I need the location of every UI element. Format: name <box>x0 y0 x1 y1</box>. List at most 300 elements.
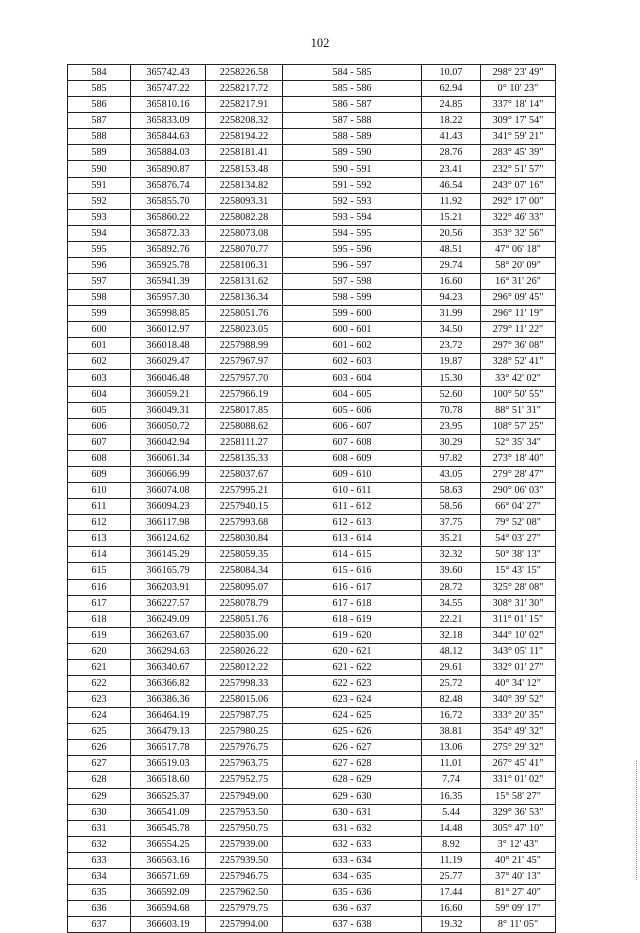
length-cell: 35.21 <box>422 531 481 547</box>
point-number-cell: 624 <box>68 708 131 724</box>
length-cell: 48.12 <box>422 643 481 659</box>
point-number-cell: 626 <box>68 740 131 756</box>
y-coordinate-cell: 2258217.72 <box>206 81 283 97</box>
x-coordinate-cell: 365876.74 <box>131 177 206 193</box>
length-cell: 82.48 <box>422 692 481 708</box>
segment-cell: 585 - 586 <box>283 81 422 97</box>
length-cell: 62.94 <box>422 81 481 97</box>
table-row <box>68 901 556 917</box>
bearing-cell: 296° 09' 45" <box>481 290 556 306</box>
y-coordinate-cell: 2258051.76 <box>206 306 283 322</box>
point-number-cell: 608 <box>68 450 131 466</box>
bearing-cell: 108° 57' 25" <box>481 418 556 434</box>
segment-cell: 607 - 608 <box>283 434 422 450</box>
point-number-cell: 595 <box>68 241 131 257</box>
x-coordinate-cell: 365860.22 <box>131 209 206 225</box>
x-coordinate-cell: 365890.87 <box>131 161 206 177</box>
point-number-cell: 599 <box>68 306 131 322</box>
bearing-cell: 47° 06' 18" <box>481 241 556 257</box>
length-cell: 23.41 <box>422 161 481 177</box>
segment-cell: 602 - 603 <box>283 354 422 370</box>
y-coordinate-cell: 2258095.07 <box>206 579 283 595</box>
x-coordinate-cell: 366249.09 <box>131 611 206 627</box>
segment-cell: 601 - 602 <box>283 338 422 354</box>
point-number-cell: 629 <box>68 788 131 804</box>
coordinates-table-body <box>68 65 556 933</box>
table-row <box>68 547 556 563</box>
point-number-cell: 633 <box>68 852 131 868</box>
segment-cell: 613 - 614 <box>283 531 422 547</box>
length-cell: 25.72 <box>422 675 481 691</box>
point-number-cell: 591 <box>68 177 131 193</box>
table-row <box>68 708 556 724</box>
table-row <box>68 177 556 193</box>
bearing-cell: 79° 52' 08" <box>481 515 556 531</box>
point-number-cell: 610 <box>68 483 131 499</box>
table-row <box>68 611 556 627</box>
y-coordinate-cell: 2258131.62 <box>206 274 283 290</box>
y-coordinate-cell: 2257993.68 <box>206 515 283 531</box>
x-coordinate-cell: 366050.72 <box>131 418 206 434</box>
point-number-cell: 614 <box>68 547 131 563</box>
x-coordinate-cell: 366603.19 <box>131 917 206 933</box>
table-row <box>68 499 556 515</box>
bearing-cell: 333° 20' 35" <box>481 708 556 724</box>
bearing-cell: 309° 17' 54" <box>481 113 556 129</box>
bearing-cell: 331° 01' 02" <box>481 772 556 788</box>
bearing-cell: 66° 04' 27" <box>481 499 556 515</box>
y-coordinate-cell: 2258082.28 <box>206 209 283 225</box>
segment-cell: 605 - 606 <box>283 402 422 418</box>
x-coordinate-cell: 365998.85 <box>131 306 206 322</box>
table-row <box>68 65 556 81</box>
bearing-cell: 328° 52' 41" <box>481 354 556 370</box>
y-coordinate-cell: 2258078.79 <box>206 595 283 611</box>
x-coordinate-cell: 366227.57 <box>131 595 206 611</box>
length-cell: 32.18 <box>422 627 481 643</box>
length-cell: 29.61 <box>422 659 481 675</box>
table-row <box>68 241 556 257</box>
length-cell: 34.55 <box>422 595 481 611</box>
point-number-cell: 587 <box>68 113 131 129</box>
page-number: 102 <box>310 36 330 50</box>
table-row <box>68 322 556 338</box>
y-coordinate-cell: 2258106.31 <box>206 257 283 273</box>
bearing-cell: 15° 43' 15" <box>481 563 556 579</box>
y-coordinate-cell: 2257962.50 <box>206 884 283 900</box>
length-cell: 22.21 <box>422 611 481 627</box>
length-cell: 28.72 <box>422 579 481 595</box>
segment-cell: 634 - 635 <box>283 868 422 884</box>
segment-cell: 595 - 596 <box>283 241 422 257</box>
length-cell: 23.72 <box>422 338 481 354</box>
length-cell: 11.01 <box>422 756 481 772</box>
table-row <box>68 531 556 547</box>
coordinates-table <box>67 64 556 933</box>
x-coordinate-cell: 366012.97 <box>131 322 206 338</box>
y-coordinate-cell: 2258217.91 <box>206 97 283 113</box>
point-number-cell: 604 <box>68 386 131 402</box>
y-coordinate-cell: 2258059.35 <box>206 547 283 563</box>
table-row <box>68 370 556 386</box>
point-number-cell: 625 <box>68 724 131 740</box>
table-row <box>68 772 556 788</box>
x-coordinate-cell: 366074.08 <box>131 483 206 499</box>
y-coordinate-cell: 2258030.84 <box>206 531 283 547</box>
point-number-cell: 602 <box>68 354 131 370</box>
table-row <box>68 386 556 402</box>
y-coordinate-cell: 2257979.75 <box>206 901 283 917</box>
x-coordinate-cell: 366018.48 <box>131 338 206 354</box>
point-number-cell: 611 <box>68 499 131 515</box>
bearing-cell: 0° 10' 23" <box>481 81 556 97</box>
point-number-cell: 627 <box>68 756 131 772</box>
segment-cell: 619 - 620 <box>283 627 422 643</box>
table-row <box>68 820 556 836</box>
y-coordinate-cell: 2257994.00 <box>206 917 283 933</box>
segment-cell: 586 - 587 <box>283 97 422 113</box>
segment-cell: 625 - 626 <box>283 724 422 740</box>
y-coordinate-cell: 2257988.99 <box>206 338 283 354</box>
table-row <box>68 338 556 354</box>
table-row <box>68 659 556 675</box>
segment-cell: 592 - 593 <box>283 193 422 209</box>
point-number-cell: 620 <box>68 643 131 659</box>
x-coordinate-cell: 366059.21 <box>131 386 206 402</box>
point-number-cell: 630 <box>68 804 131 820</box>
point-number-cell: 612 <box>68 515 131 531</box>
length-cell: 30.29 <box>422 434 481 450</box>
x-coordinate-cell: 366340.67 <box>131 659 206 675</box>
x-coordinate-cell: 366165.79 <box>131 563 206 579</box>
y-coordinate-cell: 2258194.22 <box>206 129 283 145</box>
bearing-cell: 243° 07' 16" <box>481 177 556 193</box>
y-coordinate-cell: 2258226.58 <box>206 65 283 81</box>
y-coordinate-cell: 2258084.34 <box>206 563 283 579</box>
bearing-cell: 273° 18' 40" <box>481 450 556 466</box>
segment-cell: 615 - 616 <box>283 563 422 579</box>
x-coordinate-cell: 366042.94 <box>131 434 206 450</box>
x-coordinate-cell: 365833.09 <box>131 113 206 129</box>
x-coordinate-cell: 366386.36 <box>131 692 206 708</box>
bearing-cell: 8° 11' 05" <box>481 917 556 933</box>
x-coordinate-cell: 366294.63 <box>131 643 206 659</box>
point-number-cell: 594 <box>68 225 131 241</box>
length-cell: 58.56 <box>422 499 481 515</box>
x-coordinate-cell: 365872.33 <box>131 225 206 241</box>
table-row <box>68 209 556 225</box>
table-row <box>68 81 556 97</box>
table-row <box>68 402 556 418</box>
scan-edge-mark <box>636 760 640 880</box>
bearing-cell: 232° 51' 57" <box>481 161 556 177</box>
y-coordinate-cell: 2257950.75 <box>206 820 283 836</box>
segment-cell: 593 - 594 <box>283 209 422 225</box>
point-number-cell: 618 <box>68 611 131 627</box>
y-coordinate-cell: 2258135.33 <box>206 450 283 466</box>
bearing-cell: 81° 27' 40" <box>481 884 556 900</box>
segment-cell: 628 - 629 <box>283 772 422 788</box>
y-coordinate-cell: 2257995.21 <box>206 483 283 499</box>
y-coordinate-cell: 2258111.27 <box>206 434 283 450</box>
x-coordinate-cell: 366203.91 <box>131 579 206 595</box>
bearing-cell: 54° 03' 27" <box>481 531 556 547</box>
length-cell: 15.30 <box>422 370 481 386</box>
segment-cell: 635 - 636 <box>283 884 422 900</box>
bearing-cell: 325° 28' 08" <box>481 579 556 595</box>
y-coordinate-cell: 2257980.25 <box>206 724 283 740</box>
point-number-cell: 609 <box>68 466 131 482</box>
x-coordinate-cell: 365884.03 <box>131 145 206 161</box>
segment-cell: 596 - 597 <box>283 257 422 273</box>
length-cell: 16.35 <box>422 788 481 804</box>
length-cell: 70.78 <box>422 402 481 418</box>
segment-cell: 608 - 609 <box>283 450 422 466</box>
length-cell: 58.63 <box>422 483 481 499</box>
y-coordinate-cell: 2257939.50 <box>206 852 283 868</box>
bearing-cell: 100° 50' 55" <box>481 386 556 402</box>
segment-cell: 637 - 638 <box>283 917 422 933</box>
point-number-cell: 586 <box>68 97 131 113</box>
y-coordinate-cell: 2258012.22 <box>206 659 283 675</box>
segment-cell: 584 - 585 <box>283 65 422 81</box>
table-row <box>68 868 556 884</box>
y-coordinate-cell: 2258134.82 <box>206 177 283 193</box>
length-cell: 23.95 <box>422 418 481 434</box>
point-number-cell: 621 <box>68 659 131 675</box>
y-coordinate-cell: 2257987.75 <box>206 708 283 724</box>
length-cell: 94.23 <box>422 290 481 306</box>
segment-cell: 603 - 604 <box>283 370 422 386</box>
bearing-cell: 341° 59' 21" <box>481 129 556 145</box>
segment-cell: 622 - 623 <box>283 675 422 691</box>
bearing-cell: 3° 12' 43" <box>481 836 556 852</box>
x-coordinate-cell: 366517.78 <box>131 740 206 756</box>
length-cell: 13.06 <box>422 740 481 756</box>
x-coordinate-cell: 366518.60 <box>131 772 206 788</box>
segment-cell: 623 - 624 <box>283 692 422 708</box>
point-number-cell: 607 <box>68 434 131 450</box>
segment-cell: 620 - 621 <box>283 643 422 659</box>
bearing-cell: 344° 10' 02" <box>481 627 556 643</box>
length-cell: 20.56 <box>422 225 481 241</box>
table-row <box>68 161 556 177</box>
length-cell: 14.48 <box>422 820 481 836</box>
length-cell: 34.50 <box>422 322 481 338</box>
point-number-cell: 584 <box>68 65 131 81</box>
y-coordinate-cell: 2258070.77 <box>206 241 283 257</box>
length-cell: 32.32 <box>422 547 481 563</box>
segment-cell: 627 - 628 <box>283 756 422 772</box>
y-coordinate-cell: 2258073.08 <box>206 225 283 241</box>
point-number-cell: 606 <box>68 418 131 434</box>
table-row <box>68 563 556 579</box>
bearing-cell: 343° 05' 11" <box>481 643 556 659</box>
x-coordinate-cell: 366464.19 <box>131 708 206 724</box>
length-cell: 52.60 <box>422 386 481 402</box>
x-coordinate-cell: 366029.47 <box>131 354 206 370</box>
segment-cell: 610 - 611 <box>283 483 422 499</box>
length-cell: 38.81 <box>422 724 481 740</box>
table-row <box>68 595 556 611</box>
point-number-cell: 615 <box>68 563 131 579</box>
y-coordinate-cell: 2257967.97 <box>206 354 283 370</box>
point-number-cell: 616 <box>68 579 131 595</box>
y-coordinate-cell: 2257940.15 <box>206 499 283 515</box>
length-cell: 11.92 <box>422 193 481 209</box>
y-coordinate-cell: 2257939.00 <box>206 836 283 852</box>
x-coordinate-cell: 366049.31 <box>131 402 206 418</box>
x-coordinate-cell: 365742.43 <box>131 65 206 81</box>
point-number-cell: 589 <box>68 145 131 161</box>
bearing-cell: 33° 42' 02" <box>481 370 556 386</box>
bearing-cell: 40° 21' 45" <box>481 852 556 868</box>
bearing-cell: 15° 58' 27" <box>481 788 556 804</box>
x-coordinate-cell: 366145.29 <box>131 547 206 563</box>
bearing-cell: 40° 34' 12" <box>481 675 556 691</box>
x-coordinate-cell: 366061.34 <box>131 450 206 466</box>
segment-cell: 606 - 607 <box>283 418 422 434</box>
x-coordinate-cell: 366525.37 <box>131 788 206 804</box>
table-row <box>68 225 556 241</box>
y-coordinate-cell: 2258017.85 <box>206 402 283 418</box>
table-row <box>68 418 556 434</box>
y-coordinate-cell: 2258051.76 <box>206 611 283 627</box>
segment-cell: 588 - 589 <box>283 129 422 145</box>
x-coordinate-cell: 366117.98 <box>131 515 206 531</box>
table-row <box>68 515 556 531</box>
segment-cell: 594 - 595 <box>283 225 422 241</box>
length-cell: 5.44 <box>422 804 481 820</box>
table-row <box>68 627 556 643</box>
table-row <box>68 836 556 852</box>
segment-cell: 587 - 588 <box>283 113 422 129</box>
length-cell: 39.60 <box>422 563 481 579</box>
bearing-cell: 337° 18' 14" <box>481 97 556 113</box>
table-row <box>68 274 556 290</box>
y-coordinate-cell: 2257949.00 <box>206 788 283 804</box>
table-row <box>68 724 556 740</box>
point-number-cell: 601 <box>68 338 131 354</box>
point-number-cell: 603 <box>68 370 131 386</box>
bearing-cell: 340° 39' 52" <box>481 692 556 708</box>
length-cell: 16.60 <box>422 274 481 290</box>
point-number-cell: 631 <box>68 820 131 836</box>
table-row <box>68 579 556 595</box>
y-coordinate-cell: 2257998.33 <box>206 675 283 691</box>
table-row <box>68 450 556 466</box>
length-cell: 25.77 <box>422 868 481 884</box>
y-coordinate-cell: 2258026.22 <box>206 643 283 659</box>
segment-cell: 599 - 600 <box>283 306 422 322</box>
bearing-cell: 311° 01' 15" <box>481 611 556 627</box>
length-cell: 28.76 <box>422 145 481 161</box>
point-number-cell: 628 <box>68 772 131 788</box>
x-coordinate-cell: 365941.39 <box>131 274 206 290</box>
length-cell: 15.21 <box>422 209 481 225</box>
y-coordinate-cell: 2258181.41 <box>206 145 283 161</box>
point-number-cell: 637 <box>68 917 131 933</box>
bearing-cell: 292° 17' 00" <box>481 193 556 209</box>
length-cell: 97.82 <box>422 450 481 466</box>
length-cell: 10.07 <box>422 65 481 81</box>
segment-cell: 617 - 618 <box>283 595 422 611</box>
x-coordinate-cell: 366571.69 <box>131 868 206 884</box>
segment-cell: 633 - 634 <box>283 852 422 868</box>
bearing-cell: 16° 31' 26" <box>481 274 556 290</box>
x-coordinate-cell: 365855.70 <box>131 193 206 209</box>
point-number-cell: 590 <box>68 161 131 177</box>
x-coordinate-cell: 365957.30 <box>131 290 206 306</box>
bearing-cell: 275° 29' 32" <box>481 740 556 756</box>
x-coordinate-cell: 366094.23 <box>131 499 206 515</box>
bearing-cell: 50° 38' 13" <box>481 547 556 563</box>
x-coordinate-cell: 366554.25 <box>131 836 206 852</box>
table-row <box>68 113 556 129</box>
table-row <box>68 354 556 370</box>
point-number-cell: 635 <box>68 884 131 900</box>
y-coordinate-cell: 2258093.31 <box>206 193 283 209</box>
table-row <box>68 675 556 691</box>
y-coordinate-cell: 2258088.62 <box>206 418 283 434</box>
bearing-cell: 267° 45' 41" <box>481 756 556 772</box>
bearing-cell: 58° 20' 09" <box>481 257 556 273</box>
point-number-cell: 592 <box>68 193 131 209</box>
y-coordinate-cell: 2257976.75 <box>206 740 283 756</box>
length-cell: 37.75 <box>422 515 481 531</box>
table-row <box>68 290 556 306</box>
length-cell: 24.85 <box>422 97 481 113</box>
segment-cell: 600 - 601 <box>283 322 422 338</box>
x-coordinate-cell: 365844.63 <box>131 129 206 145</box>
bearing-cell: 354° 49' 32" <box>481 724 556 740</box>
point-number-cell: 623 <box>68 692 131 708</box>
bearing-cell: 59° 09' 17" <box>481 901 556 917</box>
point-number-cell: 597 <box>68 274 131 290</box>
table-row <box>68 740 556 756</box>
point-number-cell: 598 <box>68 290 131 306</box>
x-coordinate-cell: 366592.09 <box>131 884 206 900</box>
length-cell: 46.54 <box>422 177 481 193</box>
y-coordinate-cell: 2257946.75 <box>206 868 283 884</box>
table-row <box>68 917 556 933</box>
y-coordinate-cell: 2258136.34 <box>206 290 283 306</box>
segment-cell: 604 - 605 <box>283 386 422 402</box>
table-row <box>68 643 556 659</box>
bearing-cell: 296° 11' 19" <box>481 306 556 322</box>
bearing-cell: 332° 01' 27" <box>481 659 556 675</box>
point-number-cell: 613 <box>68 531 131 547</box>
y-coordinate-cell: 2258015.06 <box>206 692 283 708</box>
length-cell: 31.99 <box>422 306 481 322</box>
point-number-cell: 588 <box>68 129 131 145</box>
segment-cell: 616 - 617 <box>283 579 422 595</box>
bearing-cell: 308° 31' 30" <box>481 595 556 611</box>
bearing-cell: 88° 51' 31" <box>481 402 556 418</box>
x-coordinate-cell: 366046.48 <box>131 370 206 386</box>
point-number-cell: 600 <box>68 322 131 338</box>
x-coordinate-cell: 366541.09 <box>131 804 206 820</box>
length-cell: 19.32 <box>422 917 481 933</box>
bearing-cell: 52° 35' 34" <box>481 434 556 450</box>
x-coordinate-cell: 366263.67 <box>131 627 206 643</box>
segment-cell: 614 - 615 <box>283 547 422 563</box>
x-coordinate-cell: 366366.82 <box>131 675 206 691</box>
bearing-cell: 297° 36' 08" <box>481 338 556 354</box>
x-coordinate-cell: 365747.22 <box>131 81 206 97</box>
length-cell: 17.44 <box>422 884 481 900</box>
point-number-cell: 605 <box>68 402 131 418</box>
